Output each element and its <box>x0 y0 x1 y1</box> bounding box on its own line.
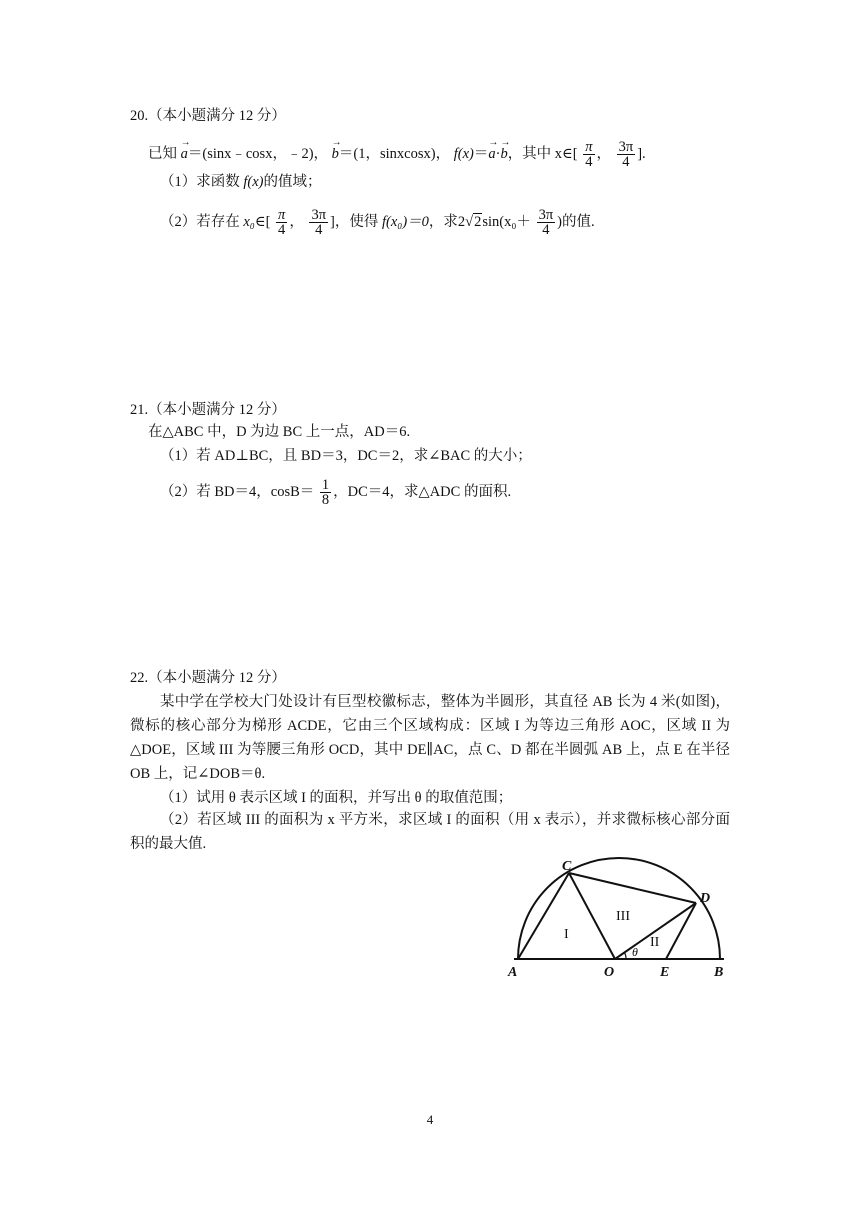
q20-comma: ， <box>596 145 612 162</box>
q20-close: ]. <box>637 145 646 162</box>
vector-b: → b <box>332 144 339 164</box>
label-region-2: II <box>650 935 660 950</box>
q22-header: 22.（本小题满分 12 分） <box>130 670 286 686</box>
label-region-1: I <box>564 927 569 942</box>
q20-p2-label: （2）若存在 <box>160 213 240 230</box>
q20-intro: 已知 <box>148 145 177 162</box>
segment-co <box>569 873 615 959</box>
segment-cd <box>569 873 696 903</box>
q21-part1: （1）若 AD⊥BC，且 BD＝3，DC＝2，求∠BAC 的大小； <box>160 448 532 464</box>
label-b: B <box>714 965 724 980</box>
label-o: O <box>604 965 615 980</box>
q20-p2-in: ∈[ <box>254 213 271 230</box>
q20-p2-mid: ]，使得 <box>330 213 379 230</box>
frac-3pi-4: $\frac{3\pi}{4}$ <box>618 139 634 170</box>
vector-a-2: → a <box>488 144 495 164</box>
q20-p2-end: )的值. <box>557 213 595 230</box>
q20-part1 <box>160 172 322 192</box>
frac-3pi-4-b: $\frac{3\pi}{4}$ <box>311 207 327 238</box>
label-e: E <box>660 965 670 980</box>
q20-p1-tail: 的值域； <box>263 174 322 190</box>
q20-part2: （2）若存在 x₀∈[ $\frac{\pi}{4}$ ， $\frac{3\pi}{4}$ ]，使得 f(x₀)＝0，求2√2sin(x₀＋ $\frac{3\pi}{4}$ )的值. <box>160 207 595 238</box>
q20-p2-coef: 2 <box>457 213 466 230</box>
q21-part2 <box>160 478 511 507</box>
q20-p1-label: （1）求函数 <box>160 174 240 190</box>
q20-p2-sin: sin(x₀＋ <box>482 213 531 230</box>
frac-pi-4-b: $\frac{\pi}{4}$ <box>278 207 286 238</box>
page-number: 4 <box>426 1112 434 1127</box>
label-a: A <box>508 965 518 980</box>
frac-pi-4: $\frac{\pi}{4}$ <box>585 139 593 170</box>
segment-de <box>666 903 696 959</box>
label-d: D <box>700 891 711 906</box>
vector-b-2: → b <box>500 144 507 164</box>
q22-part2: （2）若区域 III 的面积为 x 平方米，求区域 I 的面积（用 x 表示），并求微标核心部分面积的最大值. <box>130 812 730 852</box>
q20-dot: · <box>495 145 501 162</box>
segment-ac <box>518 873 569 959</box>
label-theta: θ <box>632 945 638 959</box>
q22-body: 某中学在学校大门处设计有巨型校徽标志，整体为半圆形，其直径 AB 长为 4 米(如图)，微标的核心部分为梯形 ACDE，它由三个区域构成：区域 I 为等边三角形 AOC，区域 II 为△DOE，区域 III 为等腰三角形 OCD，其中 DE∥AC，点 C、D 都在半圆弧 AB 上，点 E 在半径 OB 上，记∠DOB＝θ. <box>130 694 730 782</box>
q20-p2-comma: ， <box>289 213 304 230</box>
frac-3pi-4-c: $\frac{3\pi}{4}$ <box>538 207 554 238</box>
label-region-3: III <box>616 909 630 924</box>
q21-stem: 在△ABC 中，D 为边 BC 上一点，AD＝6. <box>148 424 411 440</box>
q20-header: 20.（本小题满分 12 分） <box>130 108 286 124</box>
q20-p2-ask: ，求 <box>428 213 458 230</box>
q20-stem <box>148 140 646 169</box>
q21-header: 21.（本小题满分 12 分） <box>130 402 286 418</box>
q20-fx: f(x) <box>453 145 474 162</box>
q20-def-a: ＝(sinx﹣cosx，﹣2)， <box>187 145 329 162</box>
q20-equals: ＝ <box>473 145 489 162</box>
q21-p2-head: （2）若 BD＝4，cosB＝ <box>160 483 315 500</box>
theta-arc <box>624 952 626 959</box>
q20-def-b: ＝(1，sinxcosx)， <box>338 145 451 162</box>
vector-a: → a <box>181 144 188 164</box>
frac-1-8: $\frac{1}{8}$ <box>321 477 330 508</box>
q22-part1: （1）试用 θ 表示区域 I 的面积，并写出 θ 的取值范围； <box>160 790 513 806</box>
q20-p2-fx0: f(x₀)＝0 <box>381 213 429 230</box>
q20-p1-fx: f(x) <box>243 174 264 190</box>
label-c: C <box>562 859 572 874</box>
semicircle-figure <box>500 850 740 985</box>
q20-p2-x0: x₀ <box>243 213 255 230</box>
q20-p2-sqrt: 2 <box>474 213 482 230</box>
q20-cond: ，其中 x∈[ <box>507 145 578 162</box>
q21-p2-tail: ，DC＝4，求△ADC 的面积. <box>333 483 512 500</box>
